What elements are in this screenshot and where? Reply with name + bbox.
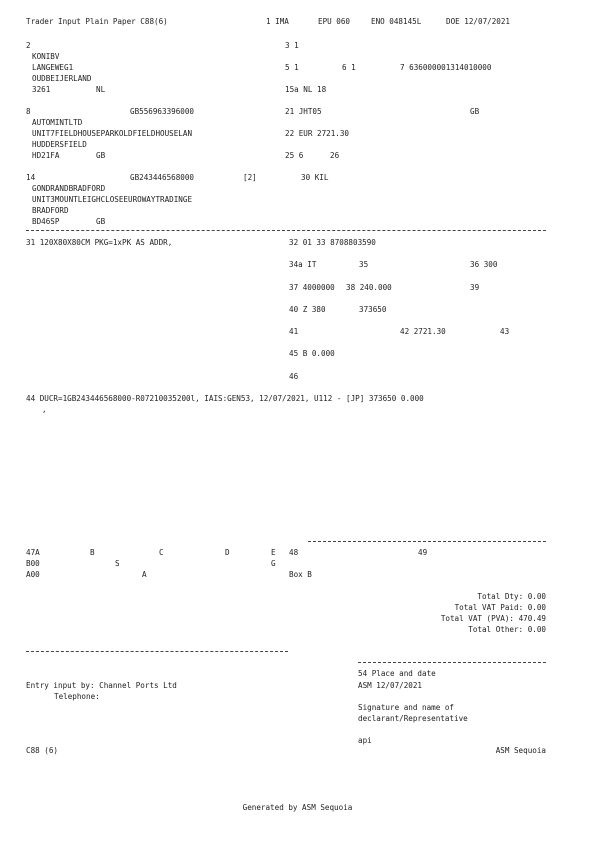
box47-col-c: C [159,548,164,557]
box41-supplementary-units: 41 [289,327,299,336]
declarant-country: GB [96,217,106,226]
box8-label: 8 [26,107,31,116]
box47-row1-mop: S [115,559,120,568]
box47-row2-mop: A [142,570,147,579]
consignee-street: UNIT7FIELDHOUSEPARKOLDFIELDHOUSELAN [32,129,193,138]
signature-label-line2: declarant/Representative [358,714,468,723]
declarant-city: BRADFORD [32,206,69,215]
box47-row1-type: B00 [26,559,40,568]
box40-reference: 373650 [359,305,387,314]
box44-additional-info: 44 DUCR=1GB243446568000-R07210035200l, IAIS:GEN53, 12/07/2021, U112 - [JP] 373650 0.000 [26,394,424,403]
box47-col-b: B [90,548,95,557]
box45-adjustment: 45 B 0.000 [289,349,335,358]
box21-transport: 21 JHT05 [285,107,322,116]
signature-label-line1: Signature and name of [358,703,455,712]
box47-row2-type: A00 [26,570,40,579]
box15a-dispatch-country: 15a NL 18 [285,85,327,94]
entry-input-by: Entry input by: Channel Ports Ltd [26,681,177,690]
box21-country: GB [470,107,480,116]
box42-item-price: 42 2721.30 [400,327,446,336]
footer-form-id: C88 (6) [26,746,59,755]
total-vat-pva: Total VAT (PVA): 470.49 [440,614,546,623]
box14-label: 14 [26,173,36,182]
consignor-country: NL [96,85,106,94]
box54-place-date: ASM 12/07/2021 [358,681,423,690]
box39-quota: 39 [470,283,480,292]
box37-procedure: 37 4000000 [289,283,335,292]
box31-packages-description: 31 120X80X80CM PKG=1xPK AS ADDR, [26,238,173,247]
declarant-postcode: BD46SP [32,217,60,226]
consignee-country: GB [96,151,106,160]
generated-by-footer: Generated by ASM Sequoia [242,803,353,812]
declarant-street: UNIT3MOUNTLEIGHCLOSEEUROWAYTRADINGE [32,195,193,204]
box54-label: 54 Place and date [358,669,436,678]
box-b-label: Box B [289,570,312,579]
box34a-origin-country: 34a IT [289,260,317,269]
document-title: Trader Input Plain Paper C88(6) [26,17,168,26]
box48-divider [308,541,546,542]
box7-reference: 7 636000001314010000 [400,63,492,72]
consignor-city: OUDBEIJERLAND [32,74,92,83]
consignee-postcode: HD21FA [32,151,60,160]
consignee-name: AUTOMINTLTD [32,118,83,127]
box54-divider [358,662,546,663]
consignor-postcode: 3261 [32,85,51,94]
total-duty: Total Dty: 0.00 [477,592,546,601]
date-of-entry: DOE 12/07/2021 [446,17,511,26]
entry-divider [26,651,288,652]
box44-additional-info-cont: , [42,405,47,414]
consignee-eori: GB556963396000 [130,107,195,116]
telephone-label: Telephone: [54,692,100,701]
box48-deferred-payment: 48 [289,548,299,557]
box2-label: 2 [26,41,31,50]
box1-declaration-type: 1 IMA [266,17,289,26]
box38-net-mass: 38 240.000 [346,283,392,292]
box49-warehouse: 49 [418,548,428,557]
declarant-eori: GB243446568000 [130,173,195,182]
total-other: Total Other: 0.00 [468,625,546,634]
box35-gross-mass: 35 [359,260,369,269]
box22-currency-invoice: 22 EUR 2721.30 [285,129,350,138]
declarant-name: GONDRANDBRADFORD [32,184,106,193]
total-vat-paid: Total VAT Paid: 0.00 [454,603,546,612]
consignor-street: LANGEWEG1 [32,63,74,72]
section-divider [26,230,546,231]
box6-packages: 6 1 [342,63,356,72]
box47-col-d: D [225,548,230,557]
box47-row1-e: G [271,559,276,568]
entry-number: ENO 048145L [371,17,422,26]
declarant-rep-status: [2] [243,173,257,182]
box47-col-e: E [271,548,276,557]
footer-system-name: ASM Sequoia [495,746,546,755]
box26-inland-mode: 26 [330,151,340,160]
box25-transport-mode: 25 6 [285,151,304,160]
box40-previous-document: 40 Z 380 [289,305,326,314]
box46-statistical-value: 46 [289,372,299,381]
box43-valuation-method: 43 [500,327,510,336]
box5-items: 5 1 [285,63,299,72]
consignee-city: HUDDERSFIELD [32,140,87,149]
box36-preference: 36 300 [470,260,498,269]
epu-number: EPU 060 [318,17,351,26]
consignor-name: KONIBV [32,52,60,61]
box30-location: 30 KIL [301,173,329,182]
signature-value: api [358,736,372,745]
box3-forms: 3 1 [285,41,299,50]
box32-item-commodity: 32 01 33 8708803590 [289,238,376,247]
box47-col-a: 47A [26,548,40,557]
